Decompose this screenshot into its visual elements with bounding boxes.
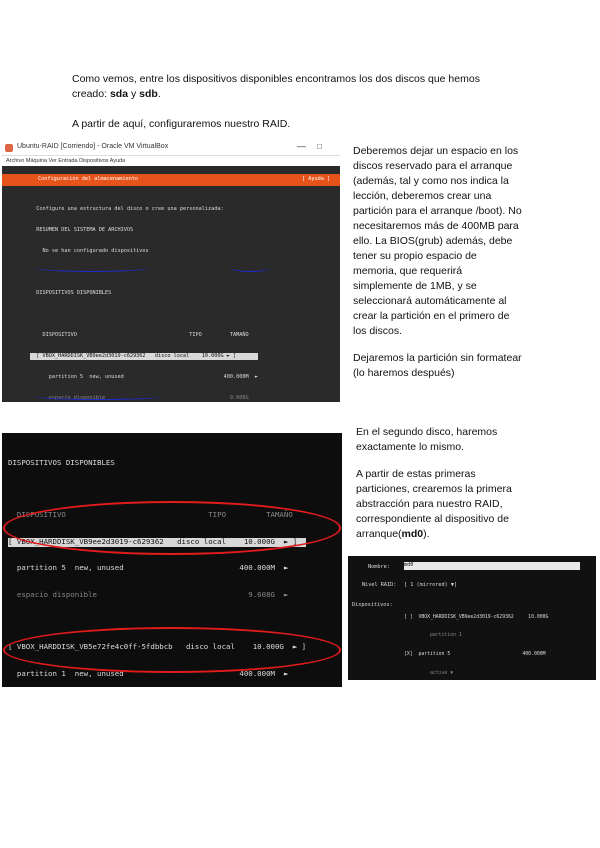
raid-device-line[interactable]: [X] partition 5 400.000M xyxy=(404,652,546,658)
red-circle-annotation-1 xyxy=(3,501,341,555)
disk-1-partition[interactable]: partition 5 new, unused 400.000M ► xyxy=(8,563,289,573)
raid-name-label: Nombre: xyxy=(368,564,390,570)
vbox-app-icon xyxy=(5,144,13,152)
vbox-screen xyxy=(2,167,340,402)
vbox-minimize-icon[interactable]: — xyxy=(297,141,306,151)
installer-line: No se han configurado dispositivos xyxy=(30,248,149,254)
sdb-label: sdb xyxy=(139,88,158,100)
available-devices-title: DISPOSITIVOS DISPONIBLES xyxy=(8,457,115,467)
raid-abstraction-note: A partir de estas primeras particiones, crearemos la primera abstracción para nuestro RAID, correspondiente al dispositivo de arranque(md0). xyxy=(356,468,512,540)
installer-body-top xyxy=(30,192,258,402)
help-button[interactable]: [ Ayuda ] xyxy=(302,176,331,182)
sda-label: sda xyxy=(109,88,129,100)
installer-line: DISPOSITIVO TIPO TAMAÑO xyxy=(30,332,249,338)
column-header: DISPOSITIVO TIPO TAMAÑO xyxy=(8,510,293,520)
raid-device-line[interactable]: [ ] VBOX_HARDDISK_VB9ee2d3019-c629362 10.000G xyxy=(404,614,549,620)
intro-line-3: A partir de aquí, configuraremos nuestro RAID. xyxy=(72,118,291,130)
raid-devices-list xyxy=(404,602,551,680)
installer-line: Configure una estructura del disco o cree una personalizada: xyxy=(30,206,224,212)
blue-underline-annotation-2 xyxy=(34,393,162,400)
intro-line-1: Como vemos, entre los dispositivos disponibles encontramos los dos discos que hemos xyxy=(72,73,480,85)
installer-line: DISPOSITIVOS DISPONIBLES xyxy=(30,290,112,296)
raid-device-line: partition 1 xyxy=(404,633,462,639)
raid-config-screenshot xyxy=(348,556,596,680)
installer-line xyxy=(30,311,258,318)
intro-line-2: creado: sda y sdb. xyxy=(72,88,161,100)
installer-header xyxy=(2,174,340,186)
unformatted-note: Dejaremos la partición sin formatear (lo haremos después) xyxy=(353,352,522,379)
installer-line: RESUMEN DEL SISTEMA DE ARCHIVOS xyxy=(30,227,134,233)
intro-paragraph xyxy=(72,72,542,102)
disk-1-row[interactable]: [ VBOX_HARDDISK_VB9ee2d3019-c629362 disco local 10.000G ► ] xyxy=(8,538,306,547)
installer-line: espacio disponible 9.608G xyxy=(30,395,249,401)
red-circle-annotation-2 xyxy=(3,627,341,673)
vbox-menubar[interactable]: Archivo Máquina Ver Entrada Dispositivos Ayuda xyxy=(2,156,340,166)
disk-1-free: espacio disponible 9.608G ► xyxy=(8,589,289,599)
right-paragraph-1 xyxy=(353,144,523,381)
boot-partition-explanation: Deberemos dejar un espacio en los discos reservado para el arranque (además, tal y como nos indica la lección, deberemos crear una partición para el arranque /boot). No necesitaremos más de 400MB para ello. La BIOS(grub) además, debe tener su propio espacio de memoria, que requerirá simplemente de 1MB, y se seleccionará automáticamente al crear la partición en el primero de los discos. xyxy=(353,145,522,337)
installer-header-title: Configuración del almacenamiento xyxy=(38,176,138,182)
raid-name-input[interactable]: md0 xyxy=(404,562,580,570)
installer-devices-screenshot xyxy=(2,433,342,687)
installer-line: partition 5 new, unused 400.000M ► xyxy=(30,374,258,380)
installer-disk-row-selected[interactable]: [ VBOX_HARDDISK_VB9ee2d3019-c629362 disco local 10.000G ► ] xyxy=(30,353,258,360)
second-disk-note: En el segundo disco, haremos exactamente lo mismo. xyxy=(356,426,498,453)
disk-2-row[interactable]: [ VBOX_HARDDISK_VB5e72fe4c0ff-5fdbbcb disco local 10.000G ► ] xyxy=(8,642,307,652)
right-paragraph-2 xyxy=(356,425,526,542)
raid-level-select[interactable]: [ 1 (mirrored) ▼] xyxy=(404,582,458,588)
md0-label: md0 xyxy=(401,528,424,540)
virtualbox-screenshot xyxy=(2,141,340,402)
raid-device-line: active ▼ xyxy=(404,671,454,677)
vbox-maximize-icon[interactable]: □ xyxy=(317,142,322,151)
disk-2-partition[interactable]: partition 1 new, unused 400.000M ► xyxy=(8,668,289,678)
blue-size-annotation xyxy=(230,263,270,272)
vbox-title: Ubuntu-RAID [Corriendo] - Oracle VM VirtualBox xyxy=(17,143,169,150)
blue-underline-annotation xyxy=(34,263,150,272)
vbox-titlebar xyxy=(2,141,340,156)
raid-devices-label: Dispositivos: xyxy=(352,602,393,608)
raid-level-label: Nivel RAID: xyxy=(362,582,397,588)
